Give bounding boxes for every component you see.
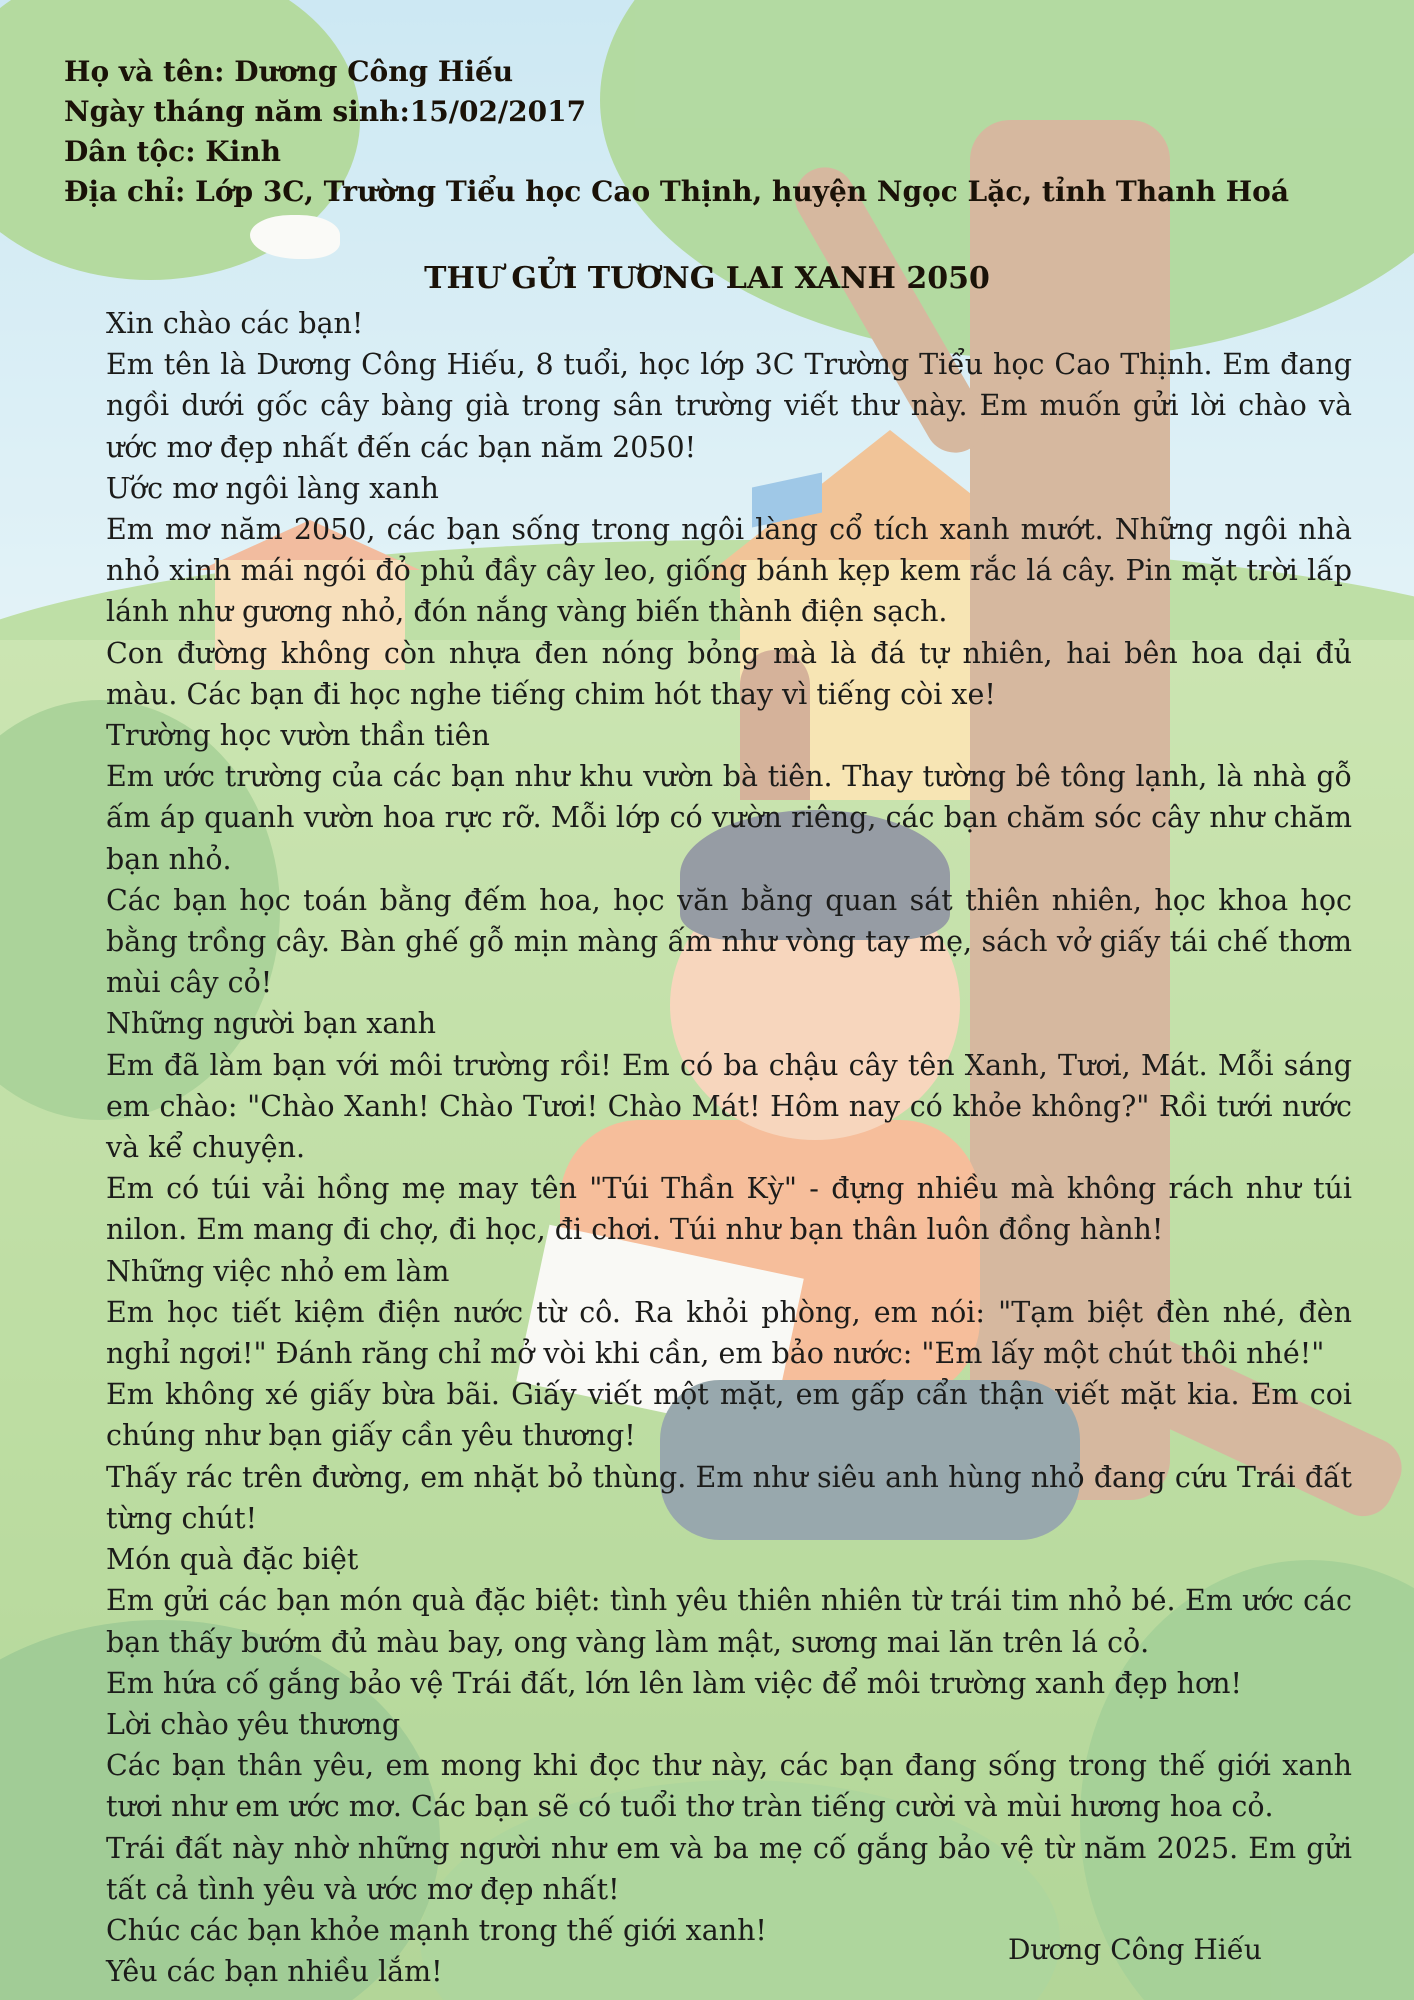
section-heading-fairy-school: Trường học vườn thần tiên bbox=[106, 719, 490, 753]
section-heading-farewell: Lời chào yêu thương bbox=[106, 1707, 401, 1741]
student-dob: Ngày tháng năm sinh:15/02/2017 bbox=[64, 95, 587, 128]
paragraph-introduction: Em tên là Dương Công Hiếu, 8 tuổi, học lớp 3C Trường Tiểu học Cao Thịnh. Em đang ngồi dưới gốc cây bàng già trong sân trường viết thư này. Em muốn gửi lời chào và ước mơ đẹp nhất đến các bạn năm 2050! bbox=[106, 348, 1352, 464]
student-info bbox=[64, 52, 1364, 212]
paragraph-promise: Em hứa cố gắng bảo vệ Trái đất, lớn lên làm việc để môi trường xanh đẹp hơn! bbox=[106, 1666, 1242, 1700]
section-heading-green-friends: Những người bạn xanh bbox=[106, 1007, 437, 1041]
paragraph-saving-paper: Em không xé giấy bừa bãi. Giấy viết một mặt, em gấp cẩn thận viết mặt kia. Em coi chúng như bạn giấy cần yêu thương! bbox=[106, 1378, 1352, 1453]
closing-wish: Chúc các bạn khỏe mạnh trong thế giới xanh! bbox=[106, 1913, 767, 1947]
paragraph-protecting-earth: Trái đất này nhờ những người như em và ba mẹ cố gắng bảo vệ từ năm 2025. Em gửi tất cả tình yêu và ước mơ đẹp nhất! bbox=[106, 1831, 1352, 1906]
paragraph-learning: Các bạn học toán bằng đếm hoa, học văn bằng quan sát thiên nhiên, học khoa học bằng trồng cây. Bàn ghế gỗ mịn màng ấm như vòng tay mẹ, sách vở giấy tái chế thơm mùi cây cỏ! bbox=[106, 883, 1352, 1000]
paragraph-magic-bag: Em có túi vải hồng mẹ may tên "Túi Thần Kỳ" - đựng nhiều mà không rách như túi nilon. Em mang đi chợ, đi học, đi chơi. Túi như bạn thân luôn đồng hành! bbox=[106, 1172, 1352, 1247]
paragraph-roads: Con đường không còn nhựa đen nóng bỏng mà là đá tự nhiên, hai bên hoa dại đủ màu. Các bạn đi học nghe tiếng chim hót thay vì tiếng còi xe! bbox=[106, 636, 1352, 711]
paragraph-special-gift: Em gửi các bạn món quà đặc biệt: tình yêu thiên nhiên từ trái tim nhỏ bé. Em ước các bạn thấy bướm đủ màu bay, ong vàng làm mật, sương mai lăn trên lá cỏ. bbox=[106, 1584, 1352, 1659]
section-heading-green-village: Ước mơ ngôi làng xanh bbox=[106, 471, 439, 505]
closing-love: Yêu các bạn nhiều lắm! bbox=[106, 1955, 443, 1989]
signature: Dương Công Hiếu bbox=[1008, 1933, 1262, 1966]
greeting: Xin chào các bạn! bbox=[106, 307, 364, 340]
section-heading-special-gift: Món quà đặc biệt bbox=[106, 1543, 359, 1577]
student-address: Địa chỉ: Lớp 3C, Trường Tiểu học Cao Thịnh, huyện Ngọc Lặc, tỉnh Thanh Hoá bbox=[64, 175, 1289, 208]
letter-title: THƯ GỬI TƯƠNG LAI XANH 2050 bbox=[424, 261, 990, 296]
paragraph-farewell: Các bạn thân yêu, em mong khi đọc thư này, các bạn đang sống trong thế giới xanh tươi như em ước mơ. Các bạn sẽ có tuổi thơ tràn tiếng cười và mùi hương hoa cỏ. bbox=[106, 1749, 1352, 1824]
paragraph-fairy-school: Em ước trường của các bạn như khu vườn bà tiên. Thay tường bê tông lạnh, là nhà gỗ ấm áp quanh vườn hoa rực rỡ. Mỗi lớp có vườn riêng, các bạn chăm sóc cây như chăm bạn nhỏ. bbox=[106, 760, 1352, 876]
student-ethnicity: Dân tộc: Kinh bbox=[64, 135, 281, 168]
student-name: Họ và tên: Dương Công Hiếu bbox=[64, 55, 514, 88]
paragraph-plants: Em đã làm bạn với môi trường rồi! Em có ba chậu cây tên Xanh, Tươi, Mát. Mỗi sáng em chào: "Chào Xanh! Chào Tươi! Chào Mát! Hôm nay có khỏe không?" Rồi tưới nước và kể chuyện. bbox=[106, 1048, 1352, 1165]
paragraph-picking-trash: Thấy rác trên đường, em nhặt bỏ thùng. Em như siêu anh hùng nhỏ đang cứu Trái đất từng chút! bbox=[106, 1460, 1352, 1535]
paragraph-saving-energy: Em học tiết kiệm điện nước từ cô. Ra khỏi phòng, em nói: "Tạm biệt đèn nhé, đèn nghỉ ngơi!" Đánh răng chỉ mở vòi khi cần, em bảo nước: "Em lấy một chút thôi nhé!" bbox=[106, 1295, 1352, 1371]
section-heading-small-deeds: Những việc nhỏ em làm bbox=[106, 1254, 450, 1288]
paragraph-green-village: Em mơ năm 2050, các bạn sống trong ngôi làng cổ tích xanh mướt. Những ngôi nhà nhỏ xinh mái ngói đỏ phủ đầy cây leo, giống bánh kẹp kem rắc lá cây. Pin mặt trời lấp lánh như gương nhỏ, đón nắng vàng biến thành điện sạch. bbox=[106, 513, 1352, 629]
letter-body bbox=[106, 303, 1352, 1992]
